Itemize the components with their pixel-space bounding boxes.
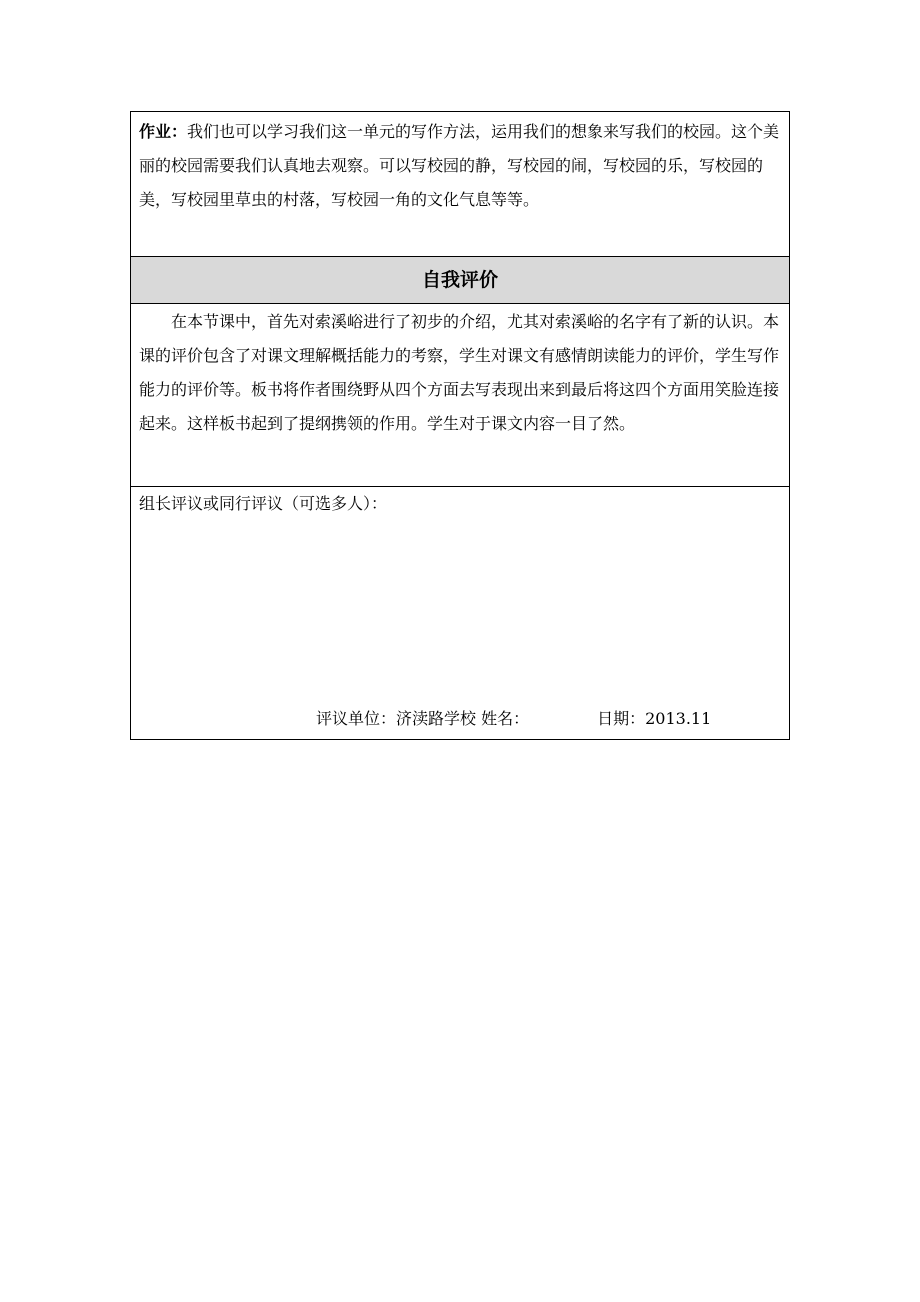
homework-text: 我们也可以学习我们这一单元的写作方法，运用我们的想象来写我们的校园。这个美丽的校园需要我们认真地去观察。可以写校园的静，写校园的闹，写校园的乐，写校园的美，写校园里草虫的村落，写校园一角的文化气息等等。 — [139, 122, 780, 209]
peer-review-label: 组长评议或同行评议（可选多人）： — [139, 494, 388, 513]
self-evaluation-cell — [131, 304, 790, 487]
reviewer-name-label: 姓名： — [481, 709, 530, 728]
lesson-evaluation-table — [130, 111, 790, 740]
review-unit: 评议单位：济渎路学校 — [316, 709, 477, 728]
signature-row — [316, 702, 711, 736]
self-evaluation-text: 在本节课中，首先对索溪峪进行了初步的介绍，尤其对索溪峪的名字有了新的认识。本课的评价包含了对课文理解概括能力的考察，学生对课文有感情朗读能力的评价，学生写作能力的评价等。板书将作者围绕野从四个方面去写表现出来到最后将这四个方面用笑脸连接起来。这样板书起到了提纲携领的作用。学生对于课文内容一目了然。 — [139, 312, 780, 433]
peer-review-cell — [131, 487, 790, 740]
homework-cell — [131, 112, 790, 257]
review-date: 日期：2013.11 — [597, 709, 712, 728]
self-evaluation-title: 自我评价 — [131, 257, 790, 304]
homework-label: 作业： — [139, 122, 188, 141]
